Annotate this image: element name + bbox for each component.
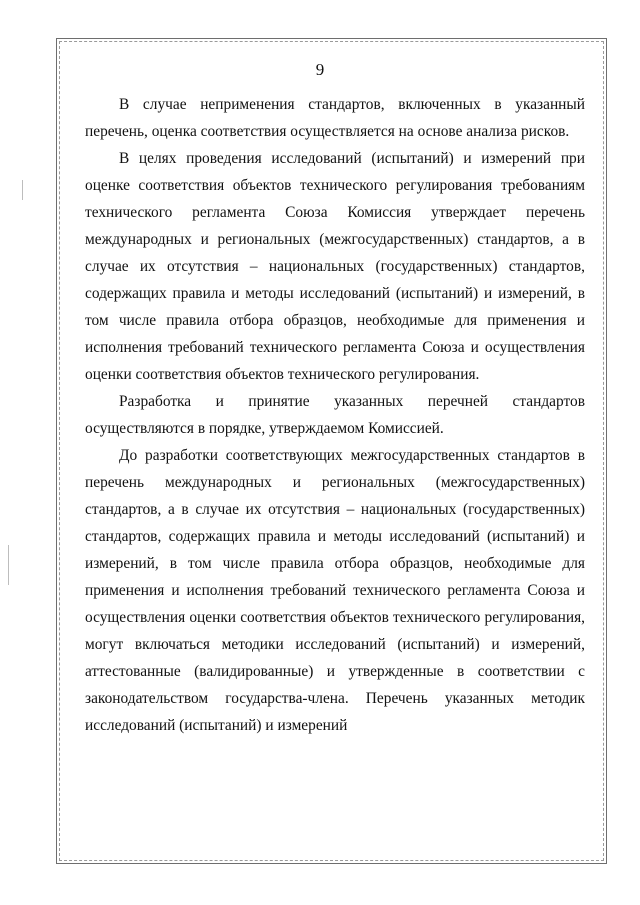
- scan-artifact-line: [22, 180, 23, 200]
- paragraph: Разработка и принятие указанных перечней стандартов осуществляются в порядке, утверждаемом Комиссией.: [85, 393, 585, 437]
- document-body: [85, 91, 585, 739]
- scan-artifact-line: [8, 545, 9, 585]
- page-number: 9: [315, 60, 325, 79]
- paragraph: В случае неприменения стандартов, включенных в указанный перечень, оценка соответствия осуществляется на основе анализа рисков.: [85, 96, 585, 140]
- paragraph: До разработки соответствующих межгосударственных стандартов в перечень международных и региональных (межгосударственных) стандартов, а в случае их отсутствия – национальных (государственных) стандартов, содержащих правила и методы исследований (испытаний) и измерений, в том числе правила отбора образцов, необходимые для применения и исполнения требований технического регламента Союза и осуществления оценки соответствия объектов технического регулирования, могут включаться методики исследований (испытаний) и измерений, аттестованные (валидированные) и утвержденные в соответствии с законодательством государства-члена. Перечень указанных методик исследований (испытаний) и измерений: [85, 447, 585, 734]
- paragraph: В целях проведения исследований (испытаний) и измерений при оценке соответствия объектов технического регулирования требованиям технического регламента Союза Комиссия утверждает перечень международных и региональных (межгосударственных) стандартов, а в случае их отсутствия – национальных (государственных) стандартов, содержащих правила и методы исследований (испытаний) и измерений, в том числе правила отбора образцов, необходимые для применения и исполнения требований технического регламента Союза и осуществления оценки соответствия объектов технического регулирования.: [85, 150, 585, 383]
